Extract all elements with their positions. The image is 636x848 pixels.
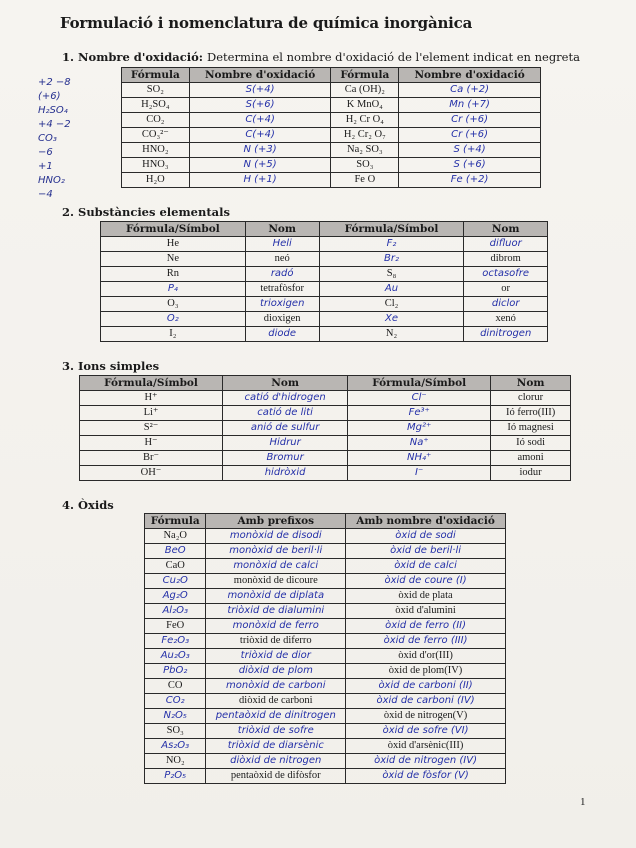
table-cell: trioxigen — [245, 297, 319, 312]
table-cell: CO — [145, 679, 206, 694]
table-row — [145, 709, 506, 724]
table-cell: As₂O₃ — [145, 739, 206, 754]
table-cell: Ió ferro(III) — [491, 406, 571, 421]
table-cell: diclor — [464, 297, 548, 312]
table-cell: P₂O₅ — [145, 769, 206, 784]
table-cell: diòxid de plom — [206, 664, 346, 679]
column-header: Fórmula — [331, 68, 399, 83]
table-cell: hidròxid — [223, 466, 348, 481]
table-row — [101, 282, 548, 297]
table-cell: Au₂O₃ — [145, 649, 206, 664]
table-cell: or — [464, 282, 548, 297]
table-cell: Cu₂O — [145, 574, 206, 589]
table-cell: S²⁻ — [80, 421, 223, 436]
column-header: Nom — [491, 376, 571, 391]
table-header-row — [122, 68, 541, 83]
column-header: Fórmula/Símbol — [80, 376, 223, 391]
margin-note: (+6) — [38, 91, 61, 102]
section2-heading: 2. Substàncies elementals — [62, 205, 230, 219]
margin-note: H₂SO₄ — [38, 105, 68, 116]
table-row — [122, 173, 541, 188]
table-row — [145, 604, 506, 619]
table-cell: I₂ — [101, 327, 246, 342]
table-cell: CO₂ — [122, 113, 190, 128]
margin-note: −6 — [38, 147, 53, 158]
table-cell: O₂ — [101, 312, 246, 327]
table-header-row — [145, 514, 506, 529]
table-cell: Na₂O — [145, 529, 206, 544]
column-header: Fórmula/Símbol — [319, 222, 464, 237]
table-cell: S (+6) — [399, 158, 541, 173]
table-row — [122, 83, 541, 98]
table-cell: radó — [245, 267, 319, 282]
oxidation-number-table — [121, 67, 541, 188]
table-row — [145, 769, 506, 784]
section1-heading: 1. Nombre d'oxidació: Determina el nombre d'oxidació de l'element indicat en negreta — [62, 50, 580, 64]
table-cell: pentaòxid de dinitrogen — [206, 709, 346, 724]
table-cell: òxid de calci — [346, 559, 506, 574]
table-cell: neó — [245, 252, 319, 267]
table-cell: H₂SO₄ — [122, 98, 190, 113]
table-cell: Cr (+6) — [399, 113, 541, 128]
page-number: 1 — [580, 796, 586, 808]
table-cell: triòxid de diferro — [206, 634, 346, 649]
table-cell: SO₂ — [122, 83, 190, 98]
table-cell: K MnO₄ — [331, 98, 399, 113]
table-cell: Cl⁻ — [348, 391, 491, 406]
table-cell: Fe₂O₃ — [145, 634, 206, 649]
table-cell: P₄ — [101, 282, 246, 297]
table-cell: òxid de plata — [346, 589, 506, 604]
table-cell: monòxid de carboni — [206, 679, 346, 694]
table-cell: dioxigen — [245, 312, 319, 327]
column-header: Fórmula/Símbol — [101, 222, 246, 237]
table-row — [145, 544, 506, 559]
table-row — [145, 694, 506, 709]
table-cell: Hidrur — [223, 436, 348, 451]
table-cell: òxid de ferro (III) — [346, 634, 506, 649]
table-cell: Bromur — [223, 451, 348, 466]
margin-note: CO₃ — [38, 133, 57, 144]
table-row — [145, 559, 506, 574]
table-row — [101, 237, 548, 252]
table-row — [145, 589, 506, 604]
margin-notes — [38, 76, 100, 202]
table-cell: H₂ Cr₂ O₇ — [331, 128, 399, 143]
table-row — [145, 619, 506, 634]
table-cell: H⁻ — [80, 436, 223, 451]
table-row — [101, 327, 548, 342]
column-header: Amb nombre d'oxidació — [346, 514, 506, 529]
table-cell: Ió sodi — [491, 436, 571, 451]
table-cell: òxid d'alumini — [346, 604, 506, 619]
table-cell: S(+4) — [189, 83, 331, 98]
column-header: Nombre d'oxidació — [399, 68, 541, 83]
table-cell: Ió magnesi — [491, 421, 571, 436]
table-cell: òxid d'or(III) — [346, 649, 506, 664]
table-cell: octasofre — [464, 267, 548, 282]
table-cell: Na₂ SO₃ — [331, 143, 399, 158]
table-cell: òxid de beril·li — [346, 544, 506, 559]
table-cell: Na⁺ — [348, 436, 491, 451]
table-cell: BeO — [145, 544, 206, 559]
table-cell: Li⁺ — [80, 406, 223, 421]
table-cell: NH₄⁺ — [348, 451, 491, 466]
section1-instruction: Determina el nombre d'oxidació de l'element indicat en negreta — [207, 50, 580, 64]
table-cell: diode — [245, 327, 319, 342]
column-header: Nom — [245, 222, 319, 237]
table-cell: difluor — [464, 237, 548, 252]
table-cell: Fe O — [331, 173, 399, 188]
table-cell: H⁺ — [80, 391, 223, 406]
table-cell: òxid de carboni (II) — [346, 679, 506, 694]
table-header-row — [80, 376, 571, 391]
table-cell: Rn — [101, 267, 246, 282]
table-row — [145, 739, 506, 754]
table-cell: òxid de coure (I) — [346, 574, 506, 589]
margin-note: +4 −2 — [38, 119, 71, 130]
table-row — [101, 297, 548, 312]
table-cell: diòxid de carboni — [206, 694, 346, 709]
table-cell: Xe — [319, 312, 464, 327]
table-cell: H₂O — [122, 173, 190, 188]
table-cell: monòxid de dicoure — [206, 574, 346, 589]
table-cell: N (+3) — [189, 143, 331, 158]
table-cell: Ag₂O — [145, 589, 206, 604]
table-cell: anió de sulfur — [223, 421, 348, 436]
table-row — [145, 529, 506, 544]
column-header: Nom — [223, 376, 348, 391]
table-cell: S (+4) — [399, 143, 541, 158]
column-header: Fórmula — [145, 514, 206, 529]
column-header: Nombre d'oxidació — [189, 68, 331, 83]
table-cell: òxid de carboni (IV) — [346, 694, 506, 709]
table-cell: xenó — [464, 312, 548, 327]
table-cell: triòxid de dialumini — [206, 604, 346, 619]
table-header-row — [101, 222, 548, 237]
table-cell: òxid de plom(IV) — [346, 664, 506, 679]
table-cell: dibrom — [464, 252, 548, 267]
table-row — [122, 98, 541, 113]
margin-note: +2 −8 — [38, 77, 71, 88]
table-row — [101, 252, 548, 267]
table-row — [80, 391, 571, 406]
table-cell: SO₃ — [331, 158, 399, 173]
table-cell: H (+1) — [189, 173, 331, 188]
table-cell: Br₂ — [319, 252, 464, 267]
table-cell: triòxid de dior — [206, 649, 346, 664]
column-header: Fórmula — [122, 68, 190, 83]
table-cell: Ca (+2) — [399, 83, 541, 98]
table-cell: òxid d'arsènic(III) — [346, 739, 506, 754]
margin-note: HNO₂ — [38, 175, 65, 186]
table-cell: N₂O₅ — [145, 709, 206, 724]
table-cell: Fe³⁺ — [348, 406, 491, 421]
table-cell: Fe (+2) — [399, 173, 541, 188]
table-row — [80, 451, 571, 466]
table-cell: tetrafòsfor — [245, 282, 319, 297]
table-cell: FeO — [145, 619, 206, 634]
table-cell: N₂ — [319, 327, 464, 342]
table-cell: C(+4) — [189, 113, 331, 128]
column-header: Nom — [464, 222, 548, 237]
table-cell: clorur — [491, 391, 571, 406]
table-cell: òxid de sofre (VI) — [346, 724, 506, 739]
table-row — [80, 421, 571, 436]
table-row — [145, 649, 506, 664]
table-cell: Au — [319, 282, 464, 297]
table-row — [145, 634, 506, 649]
table-cell: CO₂ — [145, 694, 206, 709]
table-cell: N (+5) — [189, 158, 331, 173]
table-cell: CO₃²⁻ — [122, 128, 190, 143]
column-header: Amb prefixos — [206, 514, 346, 529]
table-row — [80, 436, 571, 451]
table-cell: Al₂O₃ — [145, 604, 206, 619]
table-cell: S(+6) — [189, 98, 331, 113]
table-cell: NO₂ — [145, 754, 206, 769]
oxides-table — [144, 513, 506, 784]
table-row — [145, 574, 506, 589]
table-cell: amoni — [491, 451, 571, 466]
table-cell: monòxid de calci — [206, 559, 346, 574]
table-cell: catió d'hidrogen — [223, 391, 348, 406]
margin-note: −4 — [38, 189, 53, 200]
table-cell: S₈ — [319, 267, 464, 282]
table-row — [101, 267, 548, 282]
table-cell: triòxid de diarsènic — [206, 739, 346, 754]
section4-heading: 4. Òxids — [62, 498, 114, 512]
elemental-substances-table — [100, 221, 548, 342]
table-cell: òxid de nitrogen (IV) — [346, 754, 506, 769]
margin-note: +1 — [38, 161, 53, 172]
column-header: Fórmula/Símbol — [348, 376, 491, 391]
table-row — [122, 113, 541, 128]
table-cell: Mn (+7) — [399, 98, 541, 113]
table-row — [145, 679, 506, 694]
table-cell: He — [101, 237, 246, 252]
table-cell: SO₃ — [145, 724, 206, 739]
table-cell: Heli — [245, 237, 319, 252]
table-cell: òxid de ferro (II) — [346, 619, 506, 634]
table-cell: Mg²⁺ — [348, 421, 491, 436]
table-cell: PbO₂ — [145, 664, 206, 679]
table-row — [122, 128, 541, 143]
table-cell: H₂ Cr O₄ — [331, 113, 399, 128]
table-row — [101, 312, 548, 327]
table-cell: Ne — [101, 252, 246, 267]
table-row — [122, 143, 541, 158]
table-cell: monòxid de diplata — [206, 589, 346, 604]
table-cell: òxid de nitrogen(V) — [346, 709, 506, 724]
table-cell: HNO₃ — [122, 158, 190, 173]
table-cell: òxid de fòsfor (V) — [346, 769, 506, 784]
table-cell: òxid de sodi — [346, 529, 506, 544]
table-cell: Cr (+6) — [399, 128, 541, 143]
table-cell: monòxid de beril·li — [206, 544, 346, 559]
table-cell: C(+4) — [189, 128, 331, 143]
table-cell: HNO₂ — [122, 143, 190, 158]
table-cell: Ca (OH)₂ — [331, 83, 399, 98]
table-cell: monòxid de ferro — [206, 619, 346, 634]
table-cell: catió de liti — [223, 406, 348, 421]
table-cell: Br⁻ — [80, 451, 223, 466]
table-cell: Cl₂ — [319, 297, 464, 312]
table-cell: iodur — [491, 466, 571, 481]
table-cell: OH⁻ — [80, 466, 223, 481]
table-cell: monòxid de disodi — [206, 529, 346, 544]
table-row — [80, 466, 571, 481]
table-row — [145, 664, 506, 679]
page-title: Formulació i nomenclatura de química inorgànica — [60, 14, 473, 32]
table-cell: pentaòxid de difòsfor — [206, 769, 346, 784]
table-cell: diòxid de nitrogen — [206, 754, 346, 769]
section3-heading: 3. Ions simples — [62, 359, 160, 373]
table-cell: dinitrogen — [464, 327, 548, 342]
table-cell: F₂ — [319, 237, 464, 252]
table-row — [80, 406, 571, 421]
table-row — [145, 724, 506, 739]
table-row — [122, 158, 541, 173]
table-cell: CaO — [145, 559, 206, 574]
table-cell: O₃ — [101, 297, 246, 312]
table-row — [145, 754, 506, 769]
table-cell: triòxid de sofre — [206, 724, 346, 739]
simple-ions-table — [79, 375, 571, 481]
table-cell: I⁻ — [348, 466, 491, 481]
